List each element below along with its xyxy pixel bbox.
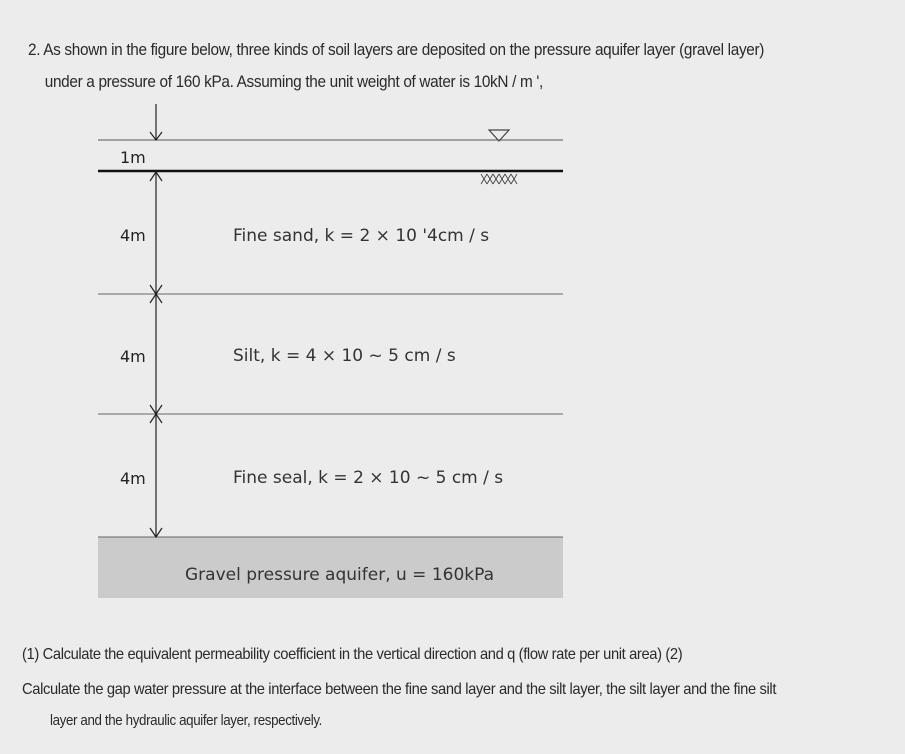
dim-label-4m-a: 4m: [120, 226, 146, 245]
ground-hatch-icon: [481, 174, 517, 184]
dim-label-4m-c: 4m: [120, 469, 146, 488]
subquestion-line-1: (1) Calculate the equivalent permeability coefficient in the vertical direction and q (flow rate per unit area) (2): [22, 646, 683, 663]
subquestion-line-3: layer and the hydraulic aquifer layer, respectively.: [50, 713, 323, 729]
subquestion-line-2: Calculate the gap water pressure at the interface between the fine sand layer and the silt layer, the silt layer and the fine silt: [22, 681, 777, 698]
dim-label-1m: 1m: [120, 148, 146, 167]
water-table-icon: [489, 130, 509, 141]
dim-label-4m-b: 4m: [120, 347, 146, 366]
layer-label-fine-sand: Fine sand, k = 2 × 10 '4cm / s: [233, 226, 490, 246]
question-line-1: 2. As shown in the figure below, three kinds of soil layers are deposited on the pressure aquifer layer (gravel layer): [28, 41, 765, 59]
layer-label-silt: Silt, k = 4 × 10 ~ 5 cm / s: [233, 346, 456, 366]
aquifer-label: Gravel pressure aquifer, u = 160kPa: [185, 565, 495, 585]
question-line-2: under a pressure of 160 kPa. Assuming the unit weight of water is 10kN / m ',: [44, 73, 543, 91]
layer-label-fine-seal: Fine seal, k = 2 × 10 ~ 5 cm / s: [233, 468, 504, 488]
